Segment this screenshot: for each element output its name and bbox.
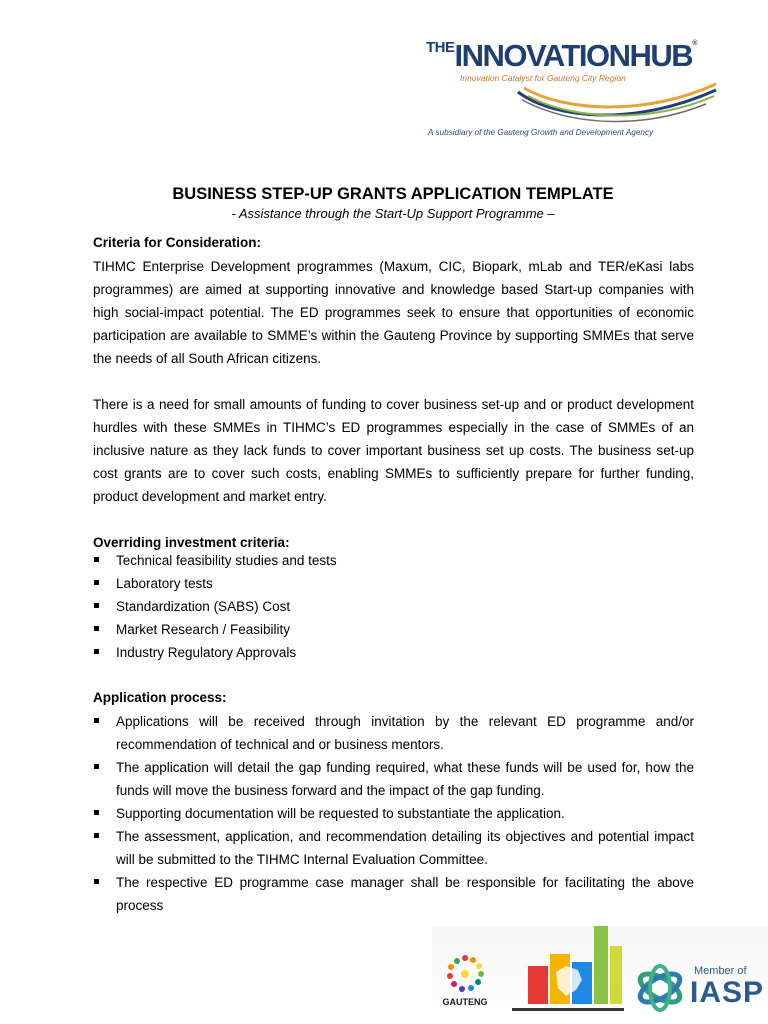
gauteng-logo [436, 952, 494, 1018]
logo-name: INNOVATIONHUB [454, 38, 693, 73]
list-item [93, 641, 694, 664]
ggda-bars-icon [510, 924, 628, 1016]
bullet-icon [94, 557, 99, 562]
iasp-member-text: Member of [694, 965, 747, 977]
list-item-text: The assessment, application, and recommendation detailing its objectives and potential impact will be submitted to the TIHMC Internal Evaluation Committee. [116, 829, 694, 867]
list-item [93, 572, 694, 595]
list-item-text: Standardization (SABS) Cost [116, 599, 291, 614]
bullet-icon [94, 879, 99, 884]
bullet-icon [94, 833, 99, 838]
logo-the: THE [426, 39, 455, 56]
bullet-icon [94, 603, 99, 608]
bullet-icon [94, 626, 99, 631]
list-item-text: The application will detail the gap funding required, what these funds will be used for, how the funds will move the business forward and the impact of the gap funding. [116, 760, 694, 798]
logo-registered-mark: ® [692, 40, 696, 47]
logo-wordmark [426, 40, 696, 71]
list-item-text: Industry Regulatory Approvals [116, 645, 297, 660]
logo-tagline: Innovation Catalyst for Gauteng City Region [460, 73, 626, 83]
list-item [93, 549, 694, 572]
list-item [93, 871, 694, 917]
list-item-text: Technical feasibility studies and tests [116, 553, 337, 568]
list-item-text: Supporting documentation will be requested to substantiate the application. [116, 806, 565, 821]
bullet-icon [94, 649, 99, 654]
list-item-text: Market Research / Feasibility [116, 622, 291, 637]
innovation-hub-logo [420, 38, 730, 146]
criteria-heading: Criteria for Consideration: [93, 235, 262, 250]
application-process-list [93, 710, 694, 917]
bullet-icon [94, 810, 99, 815]
list-item-text: The respective ED programme case manager shall be responsible for facilitating the above process [116, 875, 694, 913]
bullet-icon [94, 718, 99, 723]
gauteng-dots-icon [436, 952, 494, 996]
investment-criteria-heading: Overriding investment criteria: [93, 535, 290, 550]
gauteng-label: GAUTENG [442, 997, 488, 1007]
list-item-text: Applications will be received through invitation by the relevant ED programme and/or recommendation of technical and or business mentors. [116, 714, 694, 752]
iasp-name: IASP [690, 976, 765, 1009]
ggda-logo [510, 924, 628, 1016]
logo-subsidiary-text: A subsidiary of the Gauteng Growth and Development Agency [428, 128, 654, 137]
document-title: BUSINESS STEP-UP GRANTS APPLICATION TEMPLATE [172, 185, 614, 203]
list-item [93, 825, 694, 871]
list-item [93, 595, 694, 618]
list-item [93, 802, 694, 825]
list-item-text: Laboratory tests [116, 576, 213, 591]
list-item [93, 756, 694, 802]
iasp-globe-icon [634, 962, 686, 1014]
criteria-paragraph-2: There is a need for small amounts of funding to cover business set-up and or product development hurdles with these SMMEs in TIHMC’s ED programmes especially in the case of SMMEs of an inclusive nature as they lack funds to cover important business set up costs. The business set-up cost grants are to cover such costs, enabling SMMEs to sufficiently prepare for further funding, product development and market entry. [93, 397, 694, 504]
bullet-icon [94, 580, 99, 585]
document-subtitle: - Assistance through the Start-Up Support Programme – [231, 206, 555, 221]
application-process-heading: Application process: [93, 690, 227, 705]
investment-criteria-list [93, 549, 694, 664]
criteria-paragraph-1: TIHMC Enterprise Development programmes (Maxum, CIC, Biopark, mLab and TER/eKasi labs programmes) are aimed at supporting innovative and knowledge based Start-up companies with high social-impact potential. The ED programmes seek to ensure that opportunities of economic participation are available to SMME’s within the Gauteng Province by supporting SMMEs that serve the needs of all South African citizens. [93, 259, 694, 366]
bullet-icon [94, 764, 99, 769]
iasp-logo [634, 960, 764, 1016]
logo-swoosh-graphic [516, 82, 721, 128]
list-item [93, 710, 694, 756]
list-item [93, 618, 694, 641]
